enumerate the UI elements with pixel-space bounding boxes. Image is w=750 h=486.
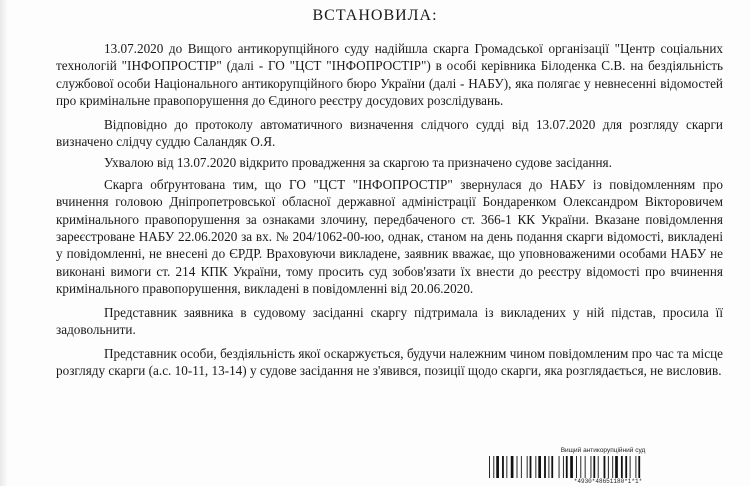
court-barcode-stamp: [483, 447, 713, 485]
paragraph-complaint-received: 13.07.2020 до Вищого антикорупційного суду надійшла скарга Громадської організації "Центр соціальних технологій "ІНФОПРОСТІР" (далі - ГО "ЦСТ "ІНФОПРОСТІР") в особі керівника Білоденка С.В. на бездіяльність службової особи Національного антикорупційного бюро України (далі - НАБУ), яка полягає у невнесенні відомостей про кримінальне правопорушення до Єдиного реєстру досудових розслідувань.: [56, 41, 723, 109]
barcode-bar: [615, 456, 618, 478]
barcode-bar: [502, 456, 504, 478]
barcode-bar: [566, 456, 568, 478]
stamp-court-name: Вищий антикорупційний суд: [560, 447, 646, 454]
paragraph-respondent-absence: Представник особи, бездіяльність якої оскаржується, будучи належним чином повідомленим про час та місце розгляду скарги (а.с. 10-11, 13-14) у судове засідання не з'явився, позиції щодо скарги, яка розглядається, не висловив.: [56, 345, 723, 378]
barcode-bar: [576, 456, 577, 478]
barcode-bar: [604, 456, 606, 478]
barcode-bar: [544, 456, 546, 478]
barcode-bar: [511, 456, 514, 478]
paragraph-complaint-grounds: Скарга обґрунтована тим, що ГО "ЦСТ "ІНФОПРОСТІР" звернулася до НАБУ із повідомленням про вчинення головою Дніпропетровської обласної державної адміністрації Бондаренком Олександром Вікторовичем кримінального правопорушення за ознаками злочину, передбаченого ст. 366-1 КК України. Вказане повідомлення зареєстроване НАБУ 22.06.2020 за вх. № 204/1062-00-юо, однак, станом на день подання скарги відомості, викладені у повідомленні, не внесені до ЄРДР. Враховуючи викладене, заявник вважає, що уповноваженими особами НАБУ не виконані вимоги ст. 214 КПК України, тому просить суд зобов'язати їх внести до реєстру відомості про вчинення кримінального правопорушення, викладені в повідомленні від 20.06.2020.: [56, 176, 723, 297]
barcode-bar: [585, 456, 586, 478]
document-body: [56, 40, 723, 385]
barcode-bar: [630, 456, 631, 478]
barcode-bar: [570, 456, 573, 478]
barcode-bar: [625, 456, 627, 478]
barcode-bar: [493, 456, 494, 478]
barcode-bar: [527, 456, 528, 478]
barcode-bar: [612, 456, 613, 478]
barcode-bar: [593, 456, 595, 478]
barcode-bar: [621, 456, 623, 478]
paragraph-applicant-representative: Представник заявника в судовому засіданні скаргу підтримала із викладених у ній підстав, просила її задовольнити.: [56, 304, 723, 338]
barcode-bar: [635, 456, 636, 478]
barcode-bar: [535, 456, 536, 478]
barcode-bar: [517, 456, 518, 478]
barcode-bar: [559, 456, 560, 478]
barcode-bar: [506, 456, 507, 478]
barcode-bar: [638, 456, 640, 478]
paragraph-judge-assigned: Відповідно до протоколу автоматичного визначення слідчого судді від 13.07.2020 для розгляду скарги визначено слідчу суддю Саландяк О.Я.: [56, 116, 723, 150]
page-edge-shadow: [0, 0, 8, 486]
barcode-bar: [598, 456, 599, 478]
barcode-bar: [489, 456, 490, 478]
barcode-bar: [548, 456, 549, 478]
section-heading: ВСТАНОВИЛА:: [312, 7, 438, 24]
barcode-bar: [591, 456, 592, 478]
barcode-bar: [608, 456, 609, 478]
barcode-bar: [538, 456, 541, 478]
barcode-bar: [563, 456, 564, 478]
barcode-bar: [496, 456, 499, 478]
barcode-bar: [580, 456, 581, 478]
paragraph-proceedings-opened: Ухвалою від 13.07.2020 відкрито провадження за скаргою та призначено судове засідання.: [104, 155, 612, 171]
barcode-icon: [483, 456, 713, 478]
barcode-bar: [521, 456, 522, 478]
barcode-bar: [551, 456, 553, 478]
stamp-barcode-number: *4930*48651180*1*1*: [573, 478, 643, 485]
barcode-bar: [530, 456, 532, 478]
